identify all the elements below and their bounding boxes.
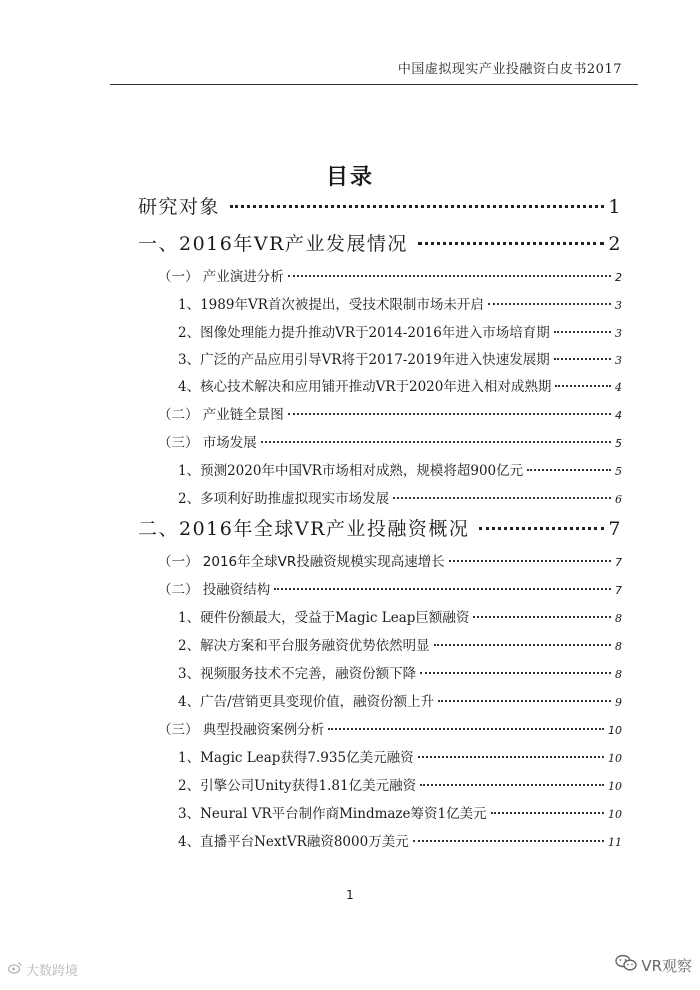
toc-entry-page: 1 — [608, 196, 622, 218]
toc-entry-item[interactable] — [178, 487, 622, 507]
dot-leader — [420, 784, 604, 786]
toc-entry-page: 9 — [615, 696, 622, 709]
toc-entry-item[interactable] — [178, 459, 622, 479]
toc-title: 目录 — [325, 165, 374, 190]
toc-entry-label: 1、预测2020年中国VR市场相对成熟，规模将超900亿元 — [178, 463, 524, 479]
dot-leader — [434, 644, 611, 646]
toc-entry-page: 8 — [615, 640, 622, 653]
dot-leader — [288, 413, 611, 415]
toc-entry-label: 3、广泛的产品应用引导VR将于2017-2019年进入快速发展期 — [178, 352, 550, 368]
toc-entry-label: （二） 投融资结构 — [158, 582, 271, 598]
toc-entry-label: 2、解决方案和平台服务融资优势依然明显 — [178, 638, 430, 654]
toc-entry-item[interactable] — [178, 375, 622, 395]
toc-entry-label: 一、2016年VR产业发展情况 — [138, 233, 408, 255]
dot-leader — [418, 756, 604, 758]
toc-entry-chapter-1[interactable] — [138, 229, 622, 256]
watermark-left-text: 大数跨境 — [26, 964, 79, 979]
dot-leader — [554, 331, 611, 333]
toc-entry-page: 8 — [615, 668, 622, 681]
toc-entry-section-2-2[interactable] — [158, 578, 622, 598]
toc-entry-page: 10 — [608, 780, 622, 793]
toc-entry-page: 5 — [615, 437, 622, 450]
toc-entry-label: 4、核心技术解决和应用铺开推动VR于2020年进入相对成熟期 — [178, 379, 552, 395]
toc-entry-item[interactable] — [178, 606, 622, 626]
toc-entry-section-1-2[interactable] — [158, 403, 622, 423]
page-number: 1 — [346, 888, 354, 902]
toc-entry-label: 研究对象 — [138, 196, 221, 218]
toc-entry-item[interactable] — [178, 746, 622, 766]
dot-leader — [230, 205, 604, 208]
watermark-left — [8, 960, 78, 979]
dot-leader — [288, 275, 611, 277]
toc-entry-item[interactable] — [178, 321, 622, 341]
toc-entry-label: 4、直播平台NextVR融资8000万美元 — [178, 834, 409, 850]
toc-entry-item[interactable] — [178, 293, 622, 313]
toc-entry-label: 1、Magic Leap获得7.935亿美元融资 — [178, 750, 414, 766]
toc-entry-label: 1、硬件份额最大，受益于Magic Leap巨额融资 — [178, 610, 470, 626]
dot-leader — [393, 497, 611, 499]
toc-entry-item[interactable] — [178, 802, 622, 822]
dot-leader — [527, 469, 611, 471]
toc-entry-label: 2、多项利好助推虚拟现实市场发展 — [178, 491, 390, 507]
dot-leader — [555, 385, 611, 387]
toc-entry-label: 3、视频服务技术不完善，融资份额下降 — [178, 666, 417, 682]
toc-entry-label: 二、2016年全球VR产业投融资概况 — [138, 518, 470, 540]
dot-leader — [449, 560, 611, 562]
toc-entry-label: （三） 典型投融资案例分析 — [158, 722, 325, 738]
toc-entry-page: 6 — [615, 493, 622, 506]
dot-leader — [438, 700, 611, 702]
toc-entry-page: 8 — [615, 612, 622, 625]
dot-leader — [328, 728, 604, 730]
toc-entry-label: 1、1989年VR首次被提出，受技术限制市场未开启 — [178, 297, 484, 313]
document-header: 中国虚拟现实产业投融资白皮书2017 — [397, 62, 622, 77]
dot-leader — [261, 441, 611, 443]
toc-entry-page: 3 — [615, 299, 622, 312]
toc-entry-page: 4 — [615, 409, 622, 422]
toc-entry-section-2-1[interactable] — [158, 550, 622, 570]
dot-leader — [418, 242, 605, 245]
toc-entry-label: 3、Neural VR平台制作商Mindmaze筹资1亿美元 — [178, 806, 487, 822]
toc-entry-page: 7 — [615, 584, 622, 597]
dot-leader — [413, 840, 604, 842]
toc-entry-page: 7 — [615, 556, 622, 569]
toc-entry-page: 4 — [615, 381, 622, 394]
toc-entry-item[interactable] — [178, 774, 622, 794]
wechat-icon — [615, 954, 637, 976]
dot-leader — [420, 672, 611, 674]
dot-leader — [491, 812, 604, 814]
toc-entry-page: 2 — [615, 271, 622, 284]
toc-entry-page: 3 — [615, 327, 622, 340]
dot-leader — [479, 527, 604, 530]
toc-entry-page: 10 — [608, 752, 622, 765]
toc-entry-page: 5 — [615, 465, 622, 478]
toc-entry-page: 7 — [608, 518, 622, 540]
toc-entry-page: 10 — [608, 808, 622, 821]
dot-leader — [274, 588, 611, 590]
toc-entry-label: （二） 产业链全景图 — [158, 407, 284, 423]
toc-entry-research-object[interactable] — [138, 192, 622, 219]
watermark-right — [615, 954, 692, 976]
dot-leader — [473, 616, 611, 618]
toc-entry-section-1-3[interactable] — [158, 431, 622, 451]
toc-entry-page: 3 — [615, 354, 622, 367]
toc-entry-label: 4、广告/营销更具变现价值，融资份额上升 — [178, 694, 435, 710]
toc-entry-page: 2 — [608, 233, 622, 255]
toc-entry-item[interactable] — [178, 634, 622, 654]
toc-entry-chapter-2[interactable] — [138, 514, 622, 541]
watermark-right-text: VR观察 — [641, 956, 692, 975]
toc-entry-item[interactable] — [178, 830, 622, 850]
toc-entry-item[interactable] — [178, 348, 622, 368]
toc-entry-label: （一） 产业演进分析 — [158, 269, 284, 285]
toc-entry-label: 2、图像处理能力提升推动VR于2014-2016年进入市场培育期 — [178, 325, 550, 341]
dot-leader — [488, 303, 611, 305]
toc-entry-item[interactable] — [178, 662, 622, 682]
toc-entry-label: （一） 2016年全球VR投融资规模实现高速增长 — [158, 554, 445, 570]
toc-entry-section-2-3[interactable] — [158, 718, 622, 738]
toc-entry-section-1-1[interactable] — [158, 265, 622, 285]
toc-entry-page: 11 — [608, 836, 622, 849]
toc-entry-label: （三） 市场发展 — [158, 435, 257, 451]
toc-entry-page: 10 — [608, 724, 622, 737]
dot-leader — [554, 358, 611, 360]
toc-entry-label: 2、引擎公司Unity获得1.81亿美元融资 — [178, 778, 417, 794]
toc-entry-item[interactable] — [178, 690, 622, 710]
weibo-icon — [8, 962, 22, 978]
